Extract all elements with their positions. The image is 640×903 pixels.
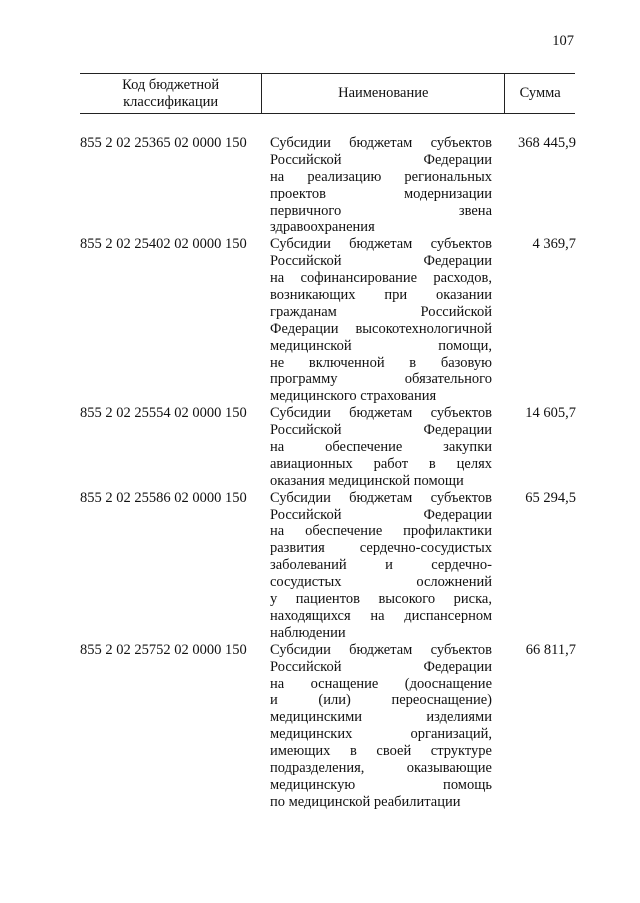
description-line: возникающих при оказании <box>270 287 492 304</box>
description-line: медицинскую помощь <box>270 776 492 793</box>
budget-code: 855 2 02 25402 02 0000 150 <box>80 236 247 253</box>
description-line: подразделения, оказывающие <box>270 759 492 776</box>
description-line: первичного звена <box>270 202 492 219</box>
table-row <box>80 490 580 642</box>
description-line: Российской Федерации <box>270 506 492 523</box>
header-sum: Сумма <box>519 85 561 101</box>
item-description <box>270 236 492 405</box>
description-line: и (или) переоснащение) <box>270 692 492 709</box>
description-line: Субсидии бюджетам субъектов <box>270 641 492 658</box>
page-number: 107 <box>552 33 574 49</box>
description-line: медицинского страхования <box>270 388 437 405</box>
description-line: Российской Федерации <box>270 658 492 675</box>
description-line: на обеспечение закупки <box>270 439 492 456</box>
amount: 4 369,7 <box>532 236 576 253</box>
budget-code: 855 2 02 25586 02 0000 150 <box>80 489 247 506</box>
description-line: у пациентов высокого риска, <box>270 591 492 608</box>
description-line: авиационных работ в целях <box>270 455 492 472</box>
description-line: не включенной в базовую <box>270 354 492 371</box>
description-line: Российской Федерации <box>270 253 492 270</box>
amount: 66 811,7 <box>525 641 576 658</box>
amount: 368 445,9 <box>518 135 576 151</box>
description-line: на реализацию региональных <box>270 168 492 185</box>
description-line: находящихся на диспансерном <box>270 607 492 624</box>
description-line: Российской Федерации <box>270 422 492 439</box>
header-name: Наименование <box>262 74 505 113</box>
description-line: проектов модернизации <box>270 185 492 202</box>
description-line: на обеспечение профилактики <box>270 523 492 540</box>
amount: 14 605,7 <box>525 405 576 422</box>
budget-code: 855 2 02 25365 02 0000 150 <box>80 135 247 151</box>
table-body <box>80 135 580 811</box>
table-row <box>80 405 580 489</box>
table-row <box>80 236 580 405</box>
description-line: медицинскими изделиями <box>270 709 492 726</box>
description-line: программу обязательного <box>270 371 492 388</box>
description-line: наблюдении <box>270 624 346 641</box>
budget-code: 855 2 02 25554 02 0000 150 <box>80 405 247 422</box>
description-line: Федерации высокотехнологичной <box>270 320 492 337</box>
description-line: имеющих в своей структуре <box>270 743 492 760</box>
header-code: Код бюджетной классификации <box>80 74 262 113</box>
description-line: Субсидии бюджетам субъектов <box>270 135 492 151</box>
item-description <box>270 642 492 811</box>
table-header <box>80 73 575 114</box>
description-line: на оснащение (дооснащение <box>270 675 492 692</box>
description-line: Российской Федерации <box>270 151 492 168</box>
table-row <box>80 135 580 236</box>
description-line: Субсидии бюджетам субъектов <box>270 405 492 422</box>
budget-code: 855 2 02 25752 02 0000 150 <box>80 641 247 658</box>
description-line: медицинских организаций, <box>270 726 492 743</box>
description-line: медицинской помощи, <box>270 337 492 354</box>
description-line: на софинансирование расходов, <box>270 270 492 287</box>
amount: 65 294,5 <box>525 489 576 506</box>
description-line: оказания медицинской помощи <box>270 472 464 489</box>
item-description <box>270 490 492 642</box>
description-line: развития сердечно-сосудистых <box>270 540 492 557</box>
description-line: Субсидии бюджетам субъектов <box>270 236 492 253</box>
description-line: заболеваний и сердечно- <box>270 557 492 574</box>
description-line: здравоохранения <box>270 219 375 236</box>
item-description <box>270 135 492 236</box>
item-description <box>270 405 492 489</box>
description-line: Субсидии бюджетам субъектов <box>270 489 492 506</box>
table-row <box>80 642 580 811</box>
description-line: по медицинской реабилитации <box>270 793 461 810</box>
description-line: гражданам Российской <box>270 303 492 320</box>
description-line: сосудистых осложнений <box>270 574 492 591</box>
